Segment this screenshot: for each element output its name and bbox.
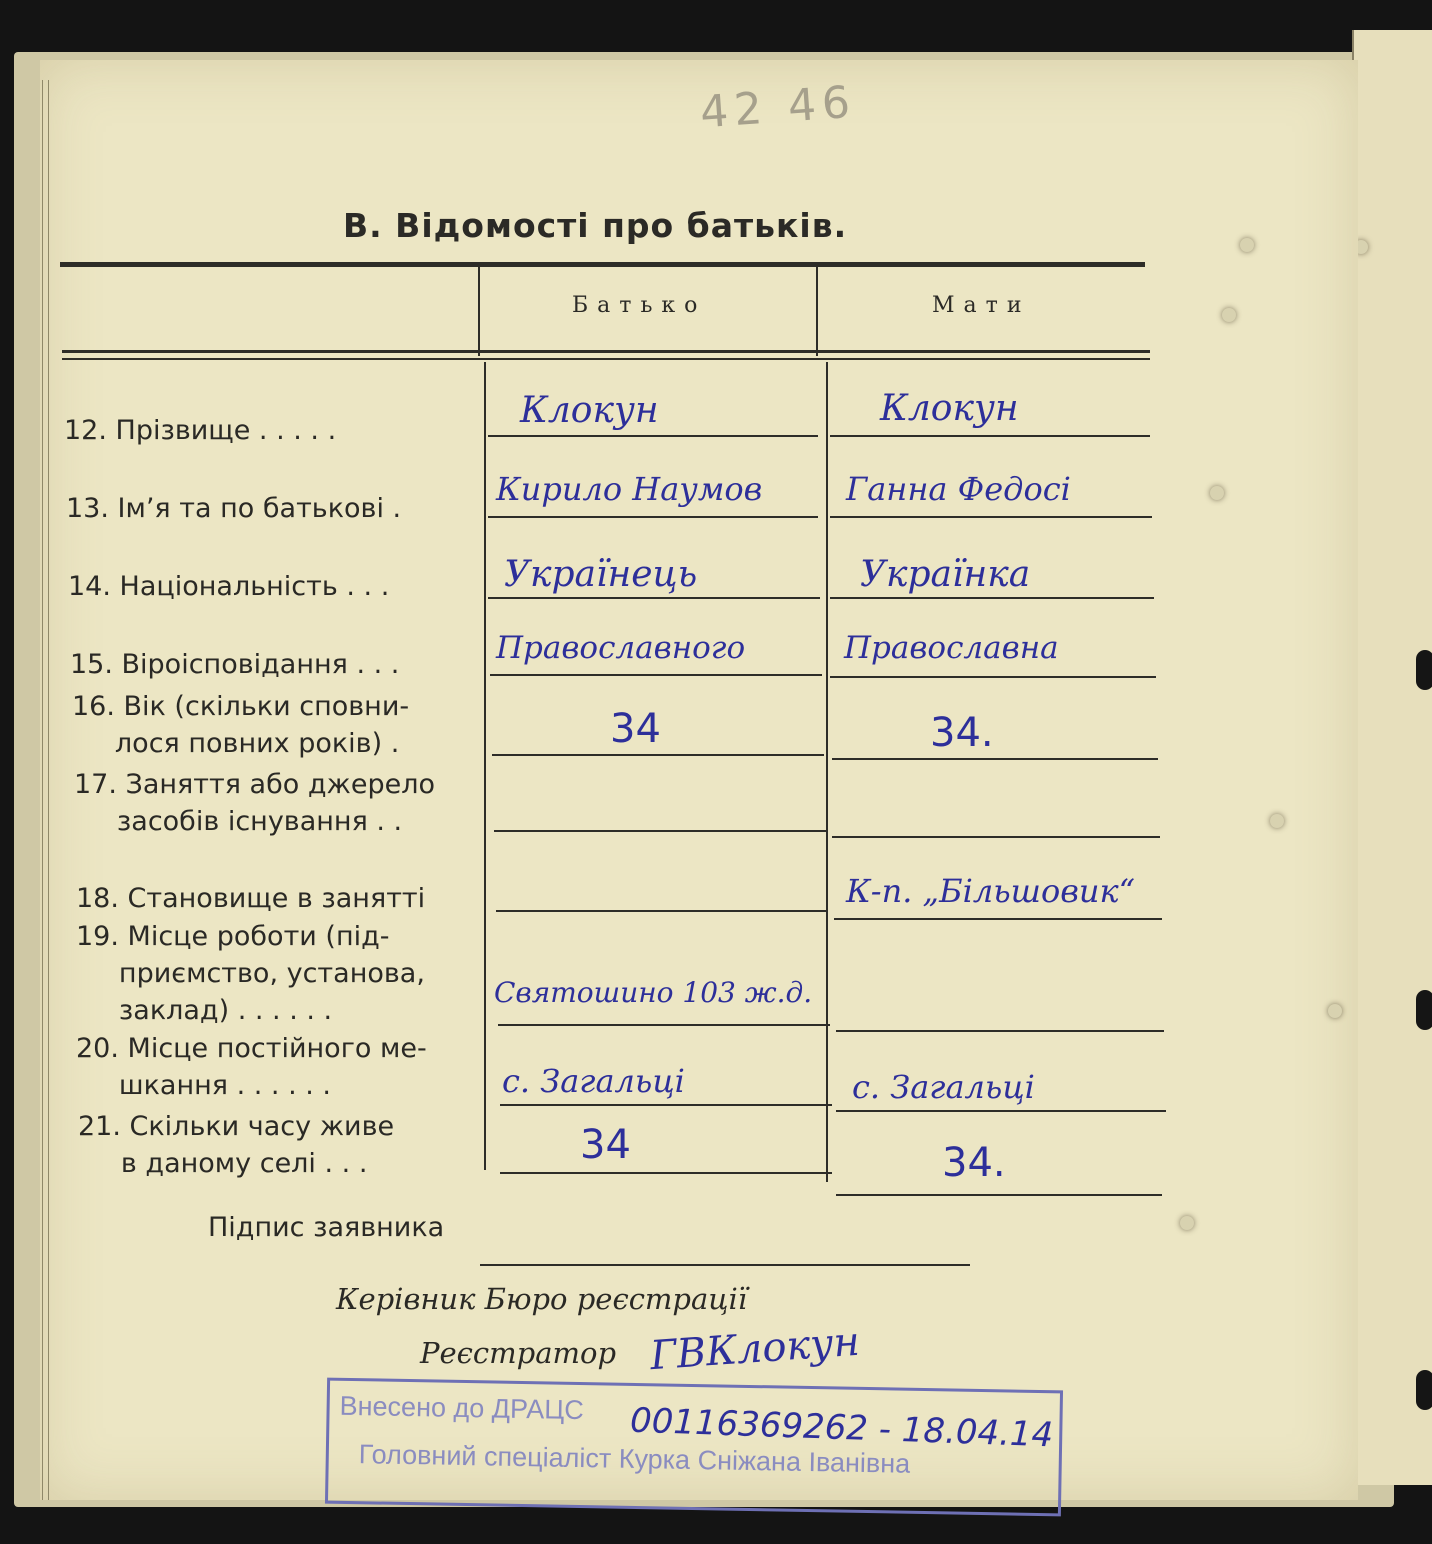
stamp-line-1: Внесено до ДРАЦС — [339, 1390, 585, 1426]
row-label-occupation: 17. Заняття або джерело засобів існування . . — [74, 769, 435, 837]
row-underline — [488, 597, 820, 599]
row-underline — [836, 1030, 1164, 1032]
mother-name: Ганна Федосі — [846, 470, 1071, 508]
row-underline — [830, 516, 1152, 518]
row-label-age: 16. Вік (скільки сповни- лося повних років) . — [72, 691, 410, 759]
registrar-signature: ГВКлокун — [648, 1318, 862, 1380]
stamp-line-2: Головний спеціаліст Курка Сніжана Іванівна — [358, 1439, 911, 1479]
punch-hole — [1210, 486, 1224, 500]
father-residence-duration: 34 — [580, 1122, 631, 1168]
row-underline — [830, 676, 1156, 678]
row-underline — [836, 1194, 1162, 1196]
row-underline — [500, 1104, 832, 1106]
page-edge-line — [48, 80, 49, 1500]
row-underline — [500, 1172, 832, 1174]
applicant-signature-line — [480, 1264, 970, 1266]
mother-residence: с. Загальці — [852, 1068, 1035, 1106]
bureau-head-label: Керівник Бюро реєстрації — [336, 1282, 748, 1316]
mother-residence-duration: 34. — [942, 1140, 1006, 1186]
row-label-residence: 20. Місце постійного ме- шкання . . . . . . — [76, 1033, 427, 1101]
applicant-signature-label: Підпис заявника — [208, 1212, 445, 1243]
column-divider-mid — [826, 362, 828, 1182]
row-underline — [832, 758, 1158, 760]
adjacent-page — [1352, 30, 1432, 1485]
punch-hole — [1222, 308, 1236, 322]
father-name: Кирило Наумов — [496, 470, 763, 508]
header-divider — [478, 266, 480, 356]
punch-hole — [1180, 1216, 1194, 1230]
row-underline — [832, 836, 1160, 838]
stamp-handwritten-number: 00116369262 - 18.04.14 — [629, 1400, 1054, 1456]
row-underline — [494, 830, 826, 832]
punch-hole — [1240, 238, 1254, 252]
punch-hole — [1328, 1004, 1342, 1018]
table-top-rule — [60, 262, 1145, 267]
row-underline — [836, 1110, 1166, 1112]
father-surname: Клокун — [520, 390, 659, 431]
row-label-religion: 15. Віроісповідання . . . — [70, 649, 400, 680]
column-header-father: Батько — [572, 293, 707, 318]
row-underline — [830, 435, 1150, 437]
punch-hole — [1270, 814, 1284, 828]
row-underline — [488, 516, 818, 518]
archive-number: 42 46 — [698, 76, 858, 139]
mother-nationality: Українка — [860, 554, 1031, 595]
father-nationality: Українець — [504, 554, 698, 595]
row-underline — [492, 754, 824, 756]
row-underline — [834, 918, 1162, 920]
father-age: 34 — [610, 706, 661, 752]
row-label-nationality: 14. Національність . . . — [68, 571, 390, 602]
row-underline — [490, 674, 822, 676]
binder-hole — [1416, 650, 1432, 690]
row-label-workplace: 19. Місце роботи (під- приємство, установа, заклад) . . . . . . — [76, 921, 425, 1026]
father-religion: Православного — [496, 630, 746, 666]
row-underline — [488, 435, 818, 437]
row-label-residence-duration: 21. Скільки часу живе в даному селі . . . — [78, 1111, 395, 1179]
binder-hole — [1416, 1370, 1432, 1410]
column-header-mother: Мати — [932, 293, 1031, 318]
table-header-rule-2 — [62, 358, 1150, 360]
father-workplace: Святошино 103 ж.д. — [494, 976, 813, 1009]
row-label-surname: 12. Прізвище . . . . . — [64, 415, 337, 446]
mother-surname: Клокун — [880, 388, 1019, 429]
mother-position: К-п. „Більшовик“ — [846, 872, 1135, 910]
page-edge-line — [42, 80, 43, 1500]
mother-age: 34. — [930, 710, 994, 756]
header-divider — [816, 266, 818, 356]
column-divider-left — [484, 362, 486, 1170]
registrar-label: Реєстратор — [420, 1336, 617, 1370]
row-underline — [830, 597, 1154, 599]
table-header-rule — [62, 350, 1150, 353]
row-underline — [498, 1024, 830, 1026]
row-label-position: 18. Становище в занятті — [76, 883, 426, 914]
row-underline — [496, 910, 828, 912]
section-title: В. Відомості про батьків. — [343, 206, 848, 245]
binder-hole — [1416, 990, 1432, 1030]
mother-religion: Православна — [844, 630, 1059, 666]
father-residence: с. Загальці — [502, 1062, 685, 1100]
row-label-name: 13. Ім’я та по батькові . — [66, 493, 402, 524]
